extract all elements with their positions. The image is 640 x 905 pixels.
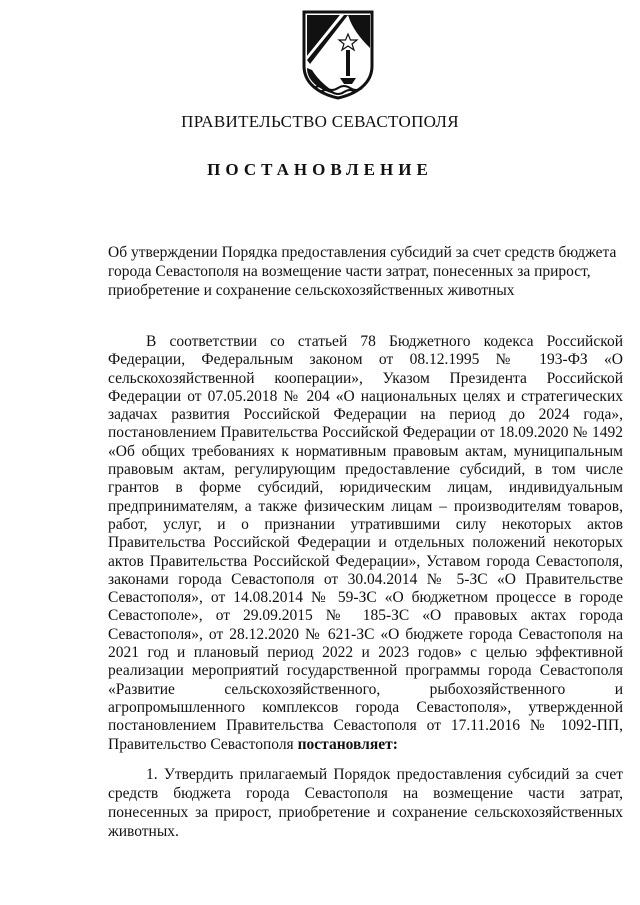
preamble-paragraph [108,333,623,754]
document-type-title: ПОСТАНОВЛЕНИЕ [207,160,433,179]
resolution-item-1: 1. Утвердить прилагаемый Порядок предоставления субсидий за счет средств бюджета города Севастополя на возмещение части затрат, понесенных за прирост, приобретение и сохранение сельскохозяйственных животных. [108,766,623,840]
decree-word: постановляет: [297,735,398,753]
government-title: ПРАВИТЕЛЬСТВО СЕВАСТОПОЛЯ [181,112,459,131]
preamble-text: В соответствии со статьей 78 Бюджетного кодекса Российской Федерации, Федеральным законом от 08.12.1995 № 193-ФЗ «О сельскохозяйственной кооперации», Указом Президента Российской Федерации от 07.05.2018 № 204 «О национальных целях и стратегических задачах развития Российской Федерации на период до 2024 года», постановлением Правительства Российской Федерации от 18.09.2020 № 1492 «Об общих требованиях к нормативным правовым актам, муниципальным правовым актам, регулирующим предоставление субсидий, в том числе грантов в форме субсидий, юридическим лицам, индивидуальным предпринимателям, а также физическим лицам – производителям товаров, работ, услуг, и о признании утратившими силу некоторых актов Правительства Российской Федерации и отдельных положений некоторых актов Правительства Российской Федерации», Уставом города Севастополя, законами города Севастополя от 30.04.2014 № 5-ЗС «О Правительстве Севастополя», от 14.08.2014 № 59-ЗС «О бюджетном процессе в городе Севастополе», от 29.09.2015 № 185-ЗС «О правовых актах города Севастополя», от 28.12.2020 № 621-ЗС «О бюджете города Севастополя на 2021 год и плановый период 2022 и 2023 годов» с целью эффективной реализации мероприятий государственной программы города Севастополя «Развитие сельскохозяйственного, рыбохозяйственного и агропромышленного комплексов города Севастополя», утвержденной постановлением Правительства Севастополя от 17.11.2016 № 1092-ПП, Правительство Севастополя [108,333,623,753]
sevastopol-coat-of-arms-icon [300,8,376,100]
document-subject: Об утверждении Порядка предоставления субсидий за счет средств бюджета города Севастополя на возмещение части затрат, понесенных за прирост, приобретение и сохранение сельскохозяйственных животных [108,244,617,299]
